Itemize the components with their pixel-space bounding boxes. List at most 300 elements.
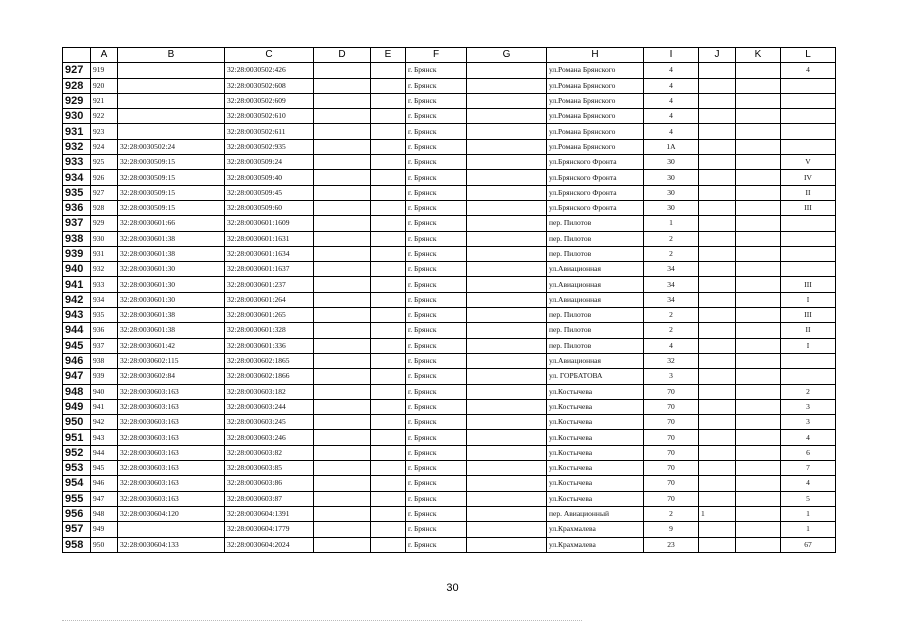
- cell-i: 4: [644, 63, 699, 78]
- cell-b: 32:28:0030602:84: [118, 369, 225, 384]
- table-row: [63, 200, 836, 215]
- cell-f: г. Брянск: [406, 506, 467, 521]
- cell-i: 4: [644, 338, 699, 353]
- row-number: 937: [63, 216, 91, 231]
- cell-a: 929: [91, 216, 118, 231]
- table-row: [63, 476, 836, 491]
- cell-i: 30: [644, 200, 699, 215]
- cell-i: 1: [644, 216, 699, 231]
- cell-b: [118, 522, 225, 537]
- cell-b: [118, 93, 225, 108]
- cell-j: [699, 430, 736, 445]
- row-number: 947: [63, 369, 91, 384]
- cell-h: ул.Романа Брянского: [547, 63, 644, 78]
- cell-b: 32:28:0030602:115: [118, 353, 225, 368]
- row-number: 933: [63, 155, 91, 170]
- table-row: [63, 262, 836, 277]
- cell-b: 32:28:0030502:24: [118, 139, 225, 154]
- cell-g: [467, 109, 547, 124]
- cell-e: [371, 369, 406, 384]
- cell-i: 70: [644, 476, 699, 491]
- table-row: [63, 384, 836, 399]
- cell-e: [371, 292, 406, 307]
- table-row: [63, 231, 836, 246]
- cell-k: [736, 308, 781, 323]
- cell-d: [314, 308, 371, 323]
- row-number: 931: [63, 124, 91, 139]
- cell-h: пер. Пилотов: [547, 246, 644, 261]
- cell-b: 32:28:0030601:38: [118, 231, 225, 246]
- cell-h: ул.Романа Брянского: [547, 93, 644, 108]
- cell-d: [314, 506, 371, 521]
- cell-l: [781, 246, 836, 261]
- cell-a: 919: [91, 63, 118, 78]
- row-number: 951: [63, 430, 91, 445]
- cell-e: [371, 231, 406, 246]
- cell-i: 23: [644, 537, 699, 552]
- cell-a: 939: [91, 369, 118, 384]
- cell-c: 32:28:0030603:245: [225, 415, 314, 430]
- cell-e: [371, 124, 406, 139]
- cell-h: ул.Романа Брянского: [547, 139, 644, 154]
- cell-e: [371, 338, 406, 353]
- cell-j: 1: [699, 506, 736, 521]
- cell-l: IV: [781, 170, 836, 185]
- table-row: [63, 445, 836, 460]
- cell-b: 32:28:0030509:15: [118, 185, 225, 200]
- cell-d: [314, 216, 371, 231]
- cell-a: 920: [91, 78, 118, 93]
- column-header-a: A: [91, 48, 118, 63]
- cell-i: 70: [644, 399, 699, 414]
- cell-g: [467, 277, 547, 292]
- cell-k: [736, 170, 781, 185]
- cell-e: [371, 185, 406, 200]
- cell-e: [371, 506, 406, 521]
- cell-i: 32: [644, 353, 699, 368]
- cell-a: 932: [91, 262, 118, 277]
- cell-h: ул.Романа Брянского: [547, 78, 644, 93]
- cell-l: [781, 109, 836, 124]
- table-row: [63, 522, 836, 537]
- cell-l: I: [781, 292, 836, 307]
- cell-g: [467, 231, 547, 246]
- cell-h: ул.Брянского Фронта: [547, 170, 644, 185]
- cell-b: 32:28:0030603:163: [118, 476, 225, 491]
- cell-h: ул.Брянского Фронта: [547, 200, 644, 215]
- cell-l: 1: [781, 522, 836, 537]
- table-row: [63, 430, 836, 445]
- cell-e: [371, 323, 406, 338]
- cell-i: 9: [644, 522, 699, 537]
- cell-k: [736, 246, 781, 261]
- cell-a: 925: [91, 155, 118, 170]
- cell-h: ул. ГОРБАТОВА: [547, 369, 644, 384]
- cell-h: ул.Костычева: [547, 461, 644, 476]
- cell-e: [371, 63, 406, 78]
- cell-b: 32:28:0030601:30: [118, 277, 225, 292]
- cell-e: [371, 491, 406, 506]
- cell-g: [467, 384, 547, 399]
- cell-a: 936: [91, 323, 118, 338]
- cell-k: [736, 323, 781, 338]
- cell-g: [467, 430, 547, 445]
- cell-i: 70: [644, 445, 699, 460]
- cell-j: [699, 338, 736, 353]
- cell-i: 70: [644, 415, 699, 430]
- cell-d: [314, 200, 371, 215]
- cell-k: [736, 63, 781, 78]
- cell-e: [371, 522, 406, 537]
- cell-e: [371, 200, 406, 215]
- cell-c: 32:28:0030601:237: [225, 277, 314, 292]
- cell-b: 32:28:0030604:120: [118, 506, 225, 521]
- cell-e: [371, 384, 406, 399]
- cell-i: 4: [644, 93, 699, 108]
- column-header-i: I: [644, 48, 699, 63]
- cell-e: [371, 537, 406, 552]
- row-number: 938: [63, 231, 91, 246]
- cell-g: [467, 139, 547, 154]
- cell-k: [736, 537, 781, 552]
- cell-c: 32:28:0030603:86: [225, 476, 314, 491]
- cell-h: ул.Авиационная: [547, 277, 644, 292]
- cell-d: [314, 369, 371, 384]
- cell-a: 942: [91, 415, 118, 430]
- cell-k: [736, 277, 781, 292]
- corner-cell: [63, 48, 91, 63]
- cell-d: [314, 155, 371, 170]
- cell-h: ул.Авиационная: [547, 292, 644, 307]
- row-number: 954: [63, 476, 91, 491]
- cell-j: [699, 415, 736, 430]
- cell-b: 32:28:0030604:133: [118, 537, 225, 552]
- table-row: [63, 139, 836, 154]
- cell-h: ул.Брянского Фронта: [547, 155, 644, 170]
- cell-k: [736, 415, 781, 430]
- cell-e: [371, 109, 406, 124]
- cell-j: [699, 78, 736, 93]
- column-header-k: K: [736, 48, 781, 63]
- cell-a: 947: [91, 491, 118, 506]
- cell-c: 32:28:0030603:85: [225, 461, 314, 476]
- cell-i: 2: [644, 231, 699, 246]
- cell-i: 34: [644, 292, 699, 307]
- cell-e: [371, 262, 406, 277]
- cell-i: 70: [644, 384, 699, 399]
- cell-c: 32:28:0030603:244: [225, 399, 314, 414]
- cell-c: 32:28:0030601:265: [225, 308, 314, 323]
- cell-f: г. Брянск: [406, 155, 467, 170]
- table-row: [63, 78, 836, 93]
- cell-i: 70: [644, 491, 699, 506]
- cell-d: [314, 461, 371, 476]
- cell-j: [699, 262, 736, 277]
- table-row: [63, 124, 836, 139]
- cell-d: [314, 262, 371, 277]
- cell-i: 34: [644, 262, 699, 277]
- cell-k: [736, 522, 781, 537]
- cell-h: ул.Костычева: [547, 384, 644, 399]
- cell-c: 32:28:0030603:182: [225, 384, 314, 399]
- row-number: 948: [63, 384, 91, 399]
- cell-j: [699, 445, 736, 460]
- cell-k: [736, 200, 781, 215]
- row-number: 946: [63, 353, 91, 368]
- cell-f: г. Брянск: [406, 384, 467, 399]
- cell-k: [736, 461, 781, 476]
- cell-l: 5: [781, 491, 836, 506]
- cell-d: [314, 93, 371, 108]
- table-row: [63, 216, 836, 231]
- cell-b: 32:28:0030603:163: [118, 399, 225, 414]
- cell-g: [467, 537, 547, 552]
- cell-e: [371, 246, 406, 261]
- cell-l: [781, 93, 836, 108]
- cell-j: [699, 461, 736, 476]
- cell-b: 32:28:0030601:38: [118, 323, 225, 338]
- cell-k: [736, 93, 781, 108]
- cell-f: г. Брянск: [406, 63, 467, 78]
- cell-d: [314, 522, 371, 537]
- column-header-row: [63, 48, 836, 63]
- cell-l: 4: [781, 476, 836, 491]
- cell-j: [699, 537, 736, 552]
- cell-d: [314, 292, 371, 307]
- cell-g: [467, 399, 547, 414]
- cell-j: [699, 200, 736, 215]
- cell-a: 923: [91, 124, 118, 139]
- cell-d: [314, 277, 371, 292]
- row-number: 952: [63, 445, 91, 460]
- cell-c: 32:28:0030604:1779: [225, 522, 314, 537]
- row-number: 934: [63, 170, 91, 185]
- table-row: [63, 338, 836, 353]
- table-row: [63, 109, 836, 124]
- cell-l: III: [781, 277, 836, 292]
- cell-j: [699, 476, 736, 491]
- cell-g: [467, 63, 547, 78]
- cell-b: 32:28:0030603:163: [118, 491, 225, 506]
- cell-h: ул.Авиационная: [547, 353, 644, 368]
- cell-k: [736, 292, 781, 307]
- cell-d: [314, 246, 371, 261]
- cell-a: 922: [91, 109, 118, 124]
- cell-i: 30: [644, 170, 699, 185]
- cell-e: [371, 277, 406, 292]
- cell-l: 1: [781, 506, 836, 521]
- cell-i: 4: [644, 78, 699, 93]
- cell-i: 70: [644, 461, 699, 476]
- column-header-f: F: [406, 48, 467, 63]
- row-number: 927: [63, 63, 91, 78]
- table-row: [63, 461, 836, 476]
- cell-l: III: [781, 308, 836, 323]
- column-header-c: C: [225, 48, 314, 63]
- cell-h: ул.Костычева: [547, 415, 644, 430]
- cell-a: 921: [91, 93, 118, 108]
- cell-g: [467, 292, 547, 307]
- cell-c: 32:28:0030601:1631: [225, 231, 314, 246]
- cell-l: 7: [781, 461, 836, 476]
- cell-f: г. Брянск: [406, 369, 467, 384]
- cell-a: 950: [91, 537, 118, 552]
- cell-f: г. Брянск: [406, 338, 467, 353]
- table-row: [63, 506, 836, 521]
- cell-d: [314, 323, 371, 338]
- cell-d: [314, 430, 371, 445]
- cell-b: [118, 124, 225, 139]
- cell-c: 32:28:0030502:611: [225, 124, 314, 139]
- cell-c: 32:28:0030604:2024: [225, 537, 314, 552]
- cell-b: 32:28:0030601:38: [118, 246, 225, 261]
- cell-j: [699, 139, 736, 154]
- table-row: [63, 308, 836, 323]
- cell-i: 34: [644, 277, 699, 292]
- cell-a: 940: [91, 384, 118, 399]
- cell-g: [467, 216, 547, 231]
- cell-d: [314, 537, 371, 552]
- cell-a: 931: [91, 246, 118, 261]
- cell-f: г. Брянск: [406, 231, 467, 246]
- column-header-h: H: [547, 48, 644, 63]
- cell-k: [736, 369, 781, 384]
- cell-a: 926: [91, 170, 118, 185]
- cell-c: 32:28:0030601:1609: [225, 216, 314, 231]
- cell-g: [467, 353, 547, 368]
- cell-b: 32:28:0030509:15: [118, 170, 225, 185]
- cell-d: [314, 415, 371, 430]
- cell-c: 32:28:0030601:1634: [225, 246, 314, 261]
- row-number: 950: [63, 415, 91, 430]
- cell-e: [371, 139, 406, 154]
- cell-c: 32:28:0030502:426: [225, 63, 314, 78]
- cell-c: 32:28:0030604:1391: [225, 506, 314, 521]
- cell-j: [699, 93, 736, 108]
- cell-a: 927: [91, 185, 118, 200]
- row-number: 932: [63, 139, 91, 154]
- table-row: [63, 491, 836, 506]
- cell-b: 32:28:0030601:42: [118, 338, 225, 353]
- cell-g: [467, 170, 547, 185]
- table-row: [63, 369, 836, 384]
- row-number: 944: [63, 323, 91, 338]
- page-number: 30: [446, 582, 459, 594]
- cell-j: [699, 292, 736, 307]
- cell-d: [314, 78, 371, 93]
- cell-l: 67: [781, 537, 836, 552]
- cell-i: 30: [644, 155, 699, 170]
- cell-h: ул.Костычева: [547, 399, 644, 414]
- cell-h: ул.Костычева: [547, 491, 644, 506]
- cell-l: 2: [781, 384, 836, 399]
- row-number: 941: [63, 277, 91, 292]
- cell-g: [467, 461, 547, 476]
- cell-k: [736, 445, 781, 460]
- cell-l: 4: [781, 430, 836, 445]
- cell-d: [314, 170, 371, 185]
- cell-h: ул.Крахмалева: [547, 537, 644, 552]
- cell-l: [781, 353, 836, 368]
- cell-h: пер. Авиационный: [547, 506, 644, 521]
- cell-l: II: [781, 185, 836, 200]
- cell-j: [699, 155, 736, 170]
- cell-b: 32:28:0030603:163: [118, 384, 225, 399]
- cell-h: ул.Брянского Фронта: [547, 185, 644, 200]
- cell-f: г. Брянск: [406, 246, 467, 261]
- cell-j: [699, 369, 736, 384]
- cell-k: [736, 399, 781, 414]
- cell-k: [736, 430, 781, 445]
- cell-g: [467, 78, 547, 93]
- cell-f: г. Брянск: [406, 200, 467, 215]
- cell-b: 32:28:0030603:163: [118, 461, 225, 476]
- cell-j: [699, 353, 736, 368]
- cell-i: 30: [644, 185, 699, 200]
- cell-h: пер. Пилотов: [547, 323, 644, 338]
- cell-a: 934: [91, 292, 118, 307]
- cell-b: 32:28:0030601:30: [118, 292, 225, 307]
- cell-a: 930: [91, 231, 118, 246]
- cell-f: г. Брянск: [406, 399, 467, 414]
- cell-a: 945: [91, 461, 118, 476]
- cell-h: ул.Крахмалева: [547, 522, 644, 537]
- row-number: 949: [63, 399, 91, 414]
- cell-e: [371, 216, 406, 231]
- cell-d: [314, 399, 371, 414]
- cell-f: г. Брянск: [406, 537, 467, 552]
- cell-b: 32:28:0030601:38: [118, 308, 225, 323]
- column-header-j: J: [699, 48, 736, 63]
- cell-c: 32:28:0030502:609: [225, 93, 314, 108]
- cell-c: 32:28:0030502:935: [225, 139, 314, 154]
- cell-g: [467, 200, 547, 215]
- cell-a: 949: [91, 522, 118, 537]
- cell-f: г. Брянск: [406, 170, 467, 185]
- cell-d: [314, 338, 371, 353]
- cell-c: 32:28:0030601:336: [225, 338, 314, 353]
- cell-f: г. Брянск: [406, 277, 467, 292]
- cell-d: [314, 476, 371, 491]
- cell-f: г. Брянск: [406, 124, 467, 139]
- cell-h: пер. Пилотов: [547, 338, 644, 353]
- cell-b: 32:28:0030509:15: [118, 155, 225, 170]
- cell-f: г. Брянск: [406, 292, 467, 307]
- cell-e: [371, 430, 406, 445]
- table-row: [63, 155, 836, 170]
- cell-k: [736, 353, 781, 368]
- table-row: [63, 415, 836, 430]
- cell-j: [699, 277, 736, 292]
- cell-f: г. Брянск: [406, 476, 467, 491]
- cell-f: г. Брянск: [406, 93, 467, 108]
- cell-i: 1А: [644, 139, 699, 154]
- cell-f: г. Брянск: [406, 78, 467, 93]
- cell-g: [467, 491, 547, 506]
- cell-k: [736, 124, 781, 139]
- cell-i: 4: [644, 109, 699, 124]
- cell-i: 70: [644, 430, 699, 445]
- cell-b: 32:28:0030601:66: [118, 216, 225, 231]
- cell-d: [314, 63, 371, 78]
- cell-a: 924: [91, 139, 118, 154]
- cell-f: г. Брянск: [406, 323, 467, 338]
- cell-g: [467, 124, 547, 139]
- table-row: [63, 292, 836, 307]
- cell-k: [736, 476, 781, 491]
- cell-i: 2: [644, 323, 699, 338]
- cell-j: [699, 491, 736, 506]
